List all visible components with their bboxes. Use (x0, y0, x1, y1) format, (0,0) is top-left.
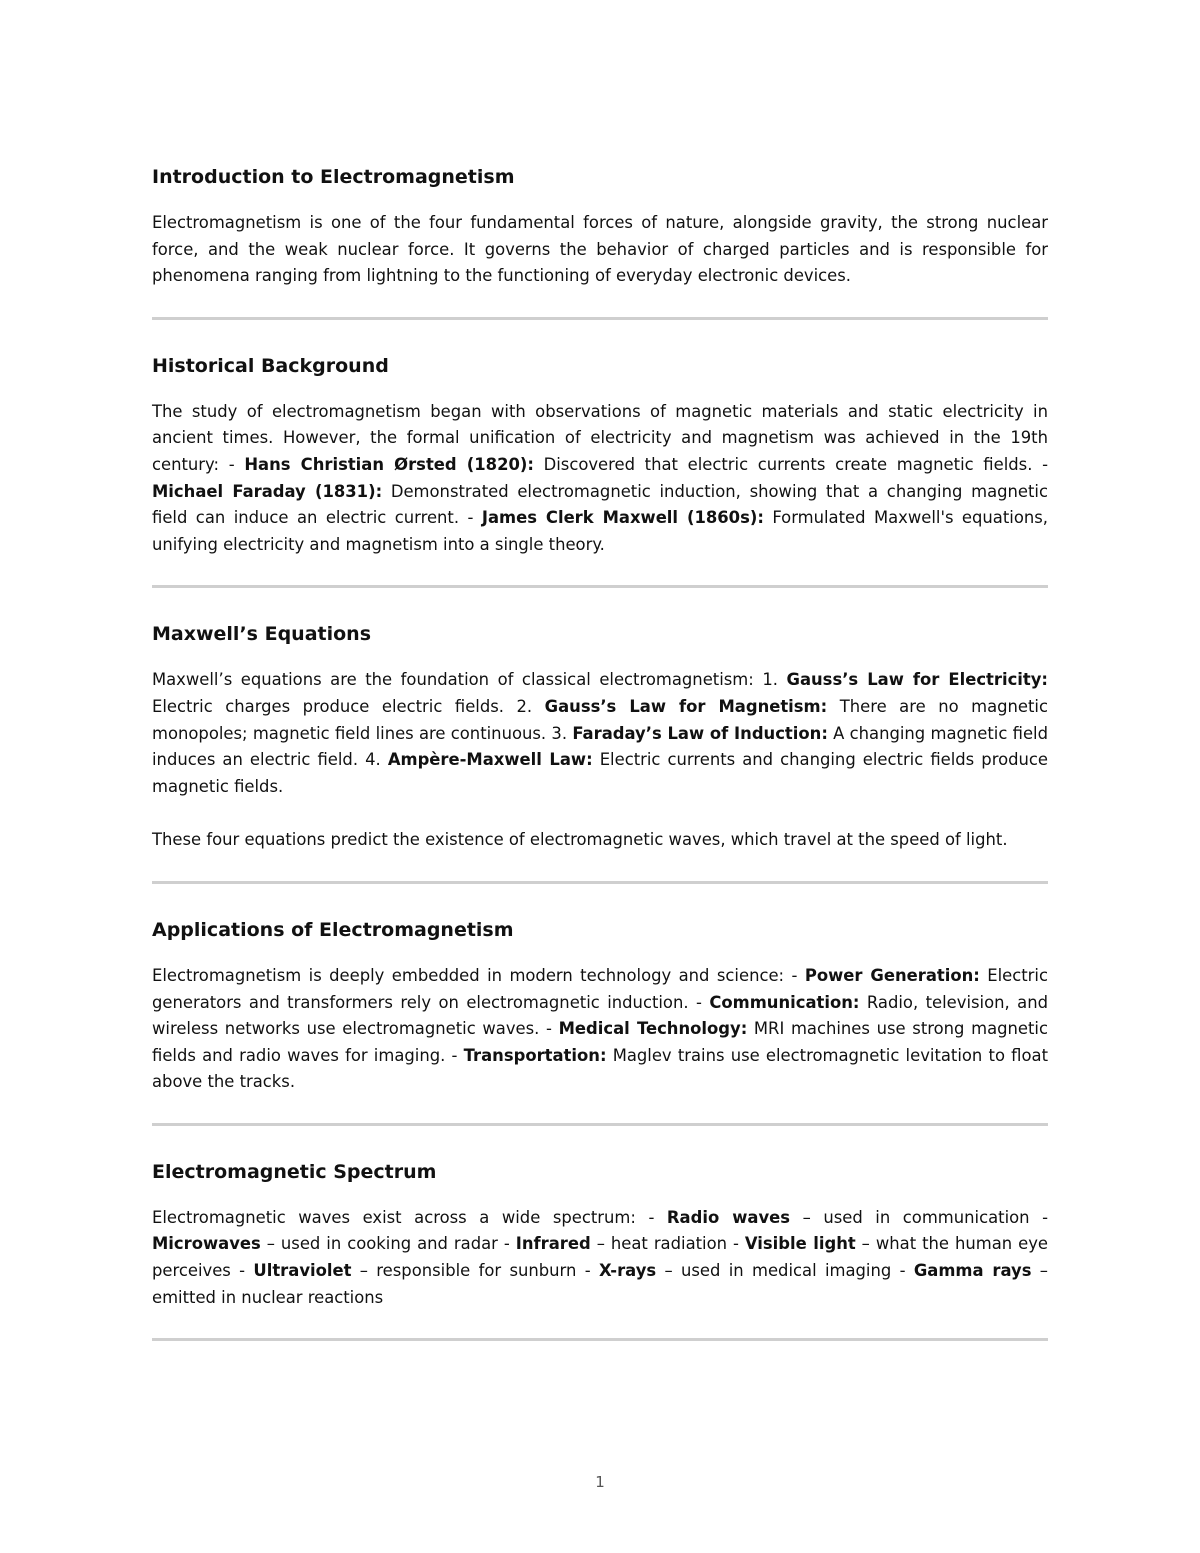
text-run: There are no magnetic monopoles; magnetic field lines are continuous. 3. (152, 696, 1048, 743)
body-paragraph (152, 963, 1048, 1096)
bold-term: Transportation: (463, 1045, 607, 1065)
bold-term: Gamma rays (913, 1261, 1032, 1281)
text-run: – used in medical imaging - (656, 1261, 914, 1281)
text-run: Electromagnetic waves exist across a wide spectrum: - (152, 1207, 667, 1227)
body-paragraph (152, 399, 1048, 559)
section-divider (152, 1338, 1048, 1341)
body-paragraph (152, 1205, 1048, 1311)
body-paragraph (152, 210, 1048, 290)
bold-term: Hans Christian Ørsted (1820): (244, 454, 534, 474)
bold-term: Infrared (515, 1234, 591, 1254)
text-run: A changing magnetic field induces an electric field. 4. (152, 723, 1049, 770)
page-number: 1 (595, 1473, 605, 1491)
text-run: – what the human eye perceives - (152, 1234, 1048, 1281)
section-heading: Maxwell’s Equations (152, 623, 372, 646)
bold-term: Ampère-Maxwell Law: (387, 750, 593, 770)
section (152, 160, 1048, 290)
bold-term: Faraday’s Law of Induction: (572, 723, 828, 743)
bold-term: X-rays (598, 1261, 657, 1281)
text-run: The study of electromagnetism began with observations of magnetic materials and static electricity in ancient times. However, the formal unification of electricity and magnetism was achieved in the 19th century: - (152, 401, 1048, 474)
section-divider (152, 585, 1048, 588)
text-run: Electric generators and transformers rely on electromagnetic induction. - (152, 965, 1048, 1012)
bold-term: Radio waves (666, 1207, 791, 1227)
section-heading: Electromagnetic Spectrum (152, 1160, 437, 1183)
text-run: Electric currents and changing electric fields produce magnetic fields. (152, 750, 1048, 796)
text-run: Formulated Maxwell's equations, unifying electricity and magnetism into a single theory. (152, 508, 1048, 554)
text-run: – used in communication - (790, 1207, 1048, 1227)
bold-term: James Clerk Maxwell (1860s): (481, 508, 764, 528)
section (152, 1155, 1048, 1311)
section-heading: Introduction to Electromagnetism (152, 166, 515, 188)
bold-term: Gauss’s Law for Electricity: (786, 670, 1048, 690)
text-run: MRI machines use strong magnetic fields and radio waves for imaging. - (152, 1019, 1048, 1065)
text-run: Electromagnetism is one of the four fundamental forces of nature, alongside gravity, the strong nuclear force, and the weak nuclear force. It governs the behavior of charged particles and is responsible for phenomena ranging from lightning to the functioning of everyday electronic devices. (152, 213, 1048, 286)
section (152, 617, 1048, 854)
text-run: Electromagnetism is deeply embedded in modern technology and science: - (152, 965, 805, 985)
bold-term: Microwaves (152, 1234, 261, 1254)
text-run: – responsible for sunburn - (351, 1261, 599, 1281)
bold-term: Communication: (709, 992, 860, 1012)
text-run: Radio, television, and wireless networks use electromagnetic waves. - (152, 992, 1048, 1039)
section-divider (152, 881, 1048, 884)
text-run: Electric charges produce electric fields. 2. (152, 696, 545, 716)
text-run: – emitted in nuclear reactions (152, 1261, 1049, 1307)
bold-term: Power Generation: (804, 965, 980, 985)
text-run: Maglev trains use electromagnetic levitation to float above the tracks. (152, 1045, 1048, 1092)
body-paragraph (152, 667, 1048, 800)
bold-term: Visible light (744, 1234, 856, 1254)
text-run: Discovered that electric currents create magnetic fields. - (533, 454, 1048, 474)
text-run: Maxwell’s equations are the foundation of classical electromagnetism: 1. (152, 670, 787, 690)
section-divider (152, 1123, 1048, 1126)
bold-term: Gauss’s Law for Magnetism: (544, 696, 828, 716)
bold-term: Medical Technology: (558, 1019, 748, 1039)
bold-term: Michael Faraday (1831): (152, 481, 383, 501)
section-divider (152, 317, 1048, 320)
text-run: – used in cooking and radar - (260, 1234, 516, 1254)
section (152, 349, 1048, 559)
section-heading: Historical Background (152, 354, 389, 377)
text-run: Demonstrated electromagnetic induction, showing that a changing magnetic field can induce an electric current. - (152, 481, 1048, 528)
section (152, 913, 1048, 1096)
text-run: – heat radiation - (590, 1234, 745, 1254)
document-body (152, 160, 1048, 1370)
text-run: These four equations predict the existence of electromagnetic waves, which travel at the speed of light. (152, 830, 1008, 850)
bold-term: Ultraviolet (253, 1261, 352, 1281)
section-heading: Applications of Electromagnetism (152, 918, 514, 941)
body-paragraph (152, 827, 1048, 854)
